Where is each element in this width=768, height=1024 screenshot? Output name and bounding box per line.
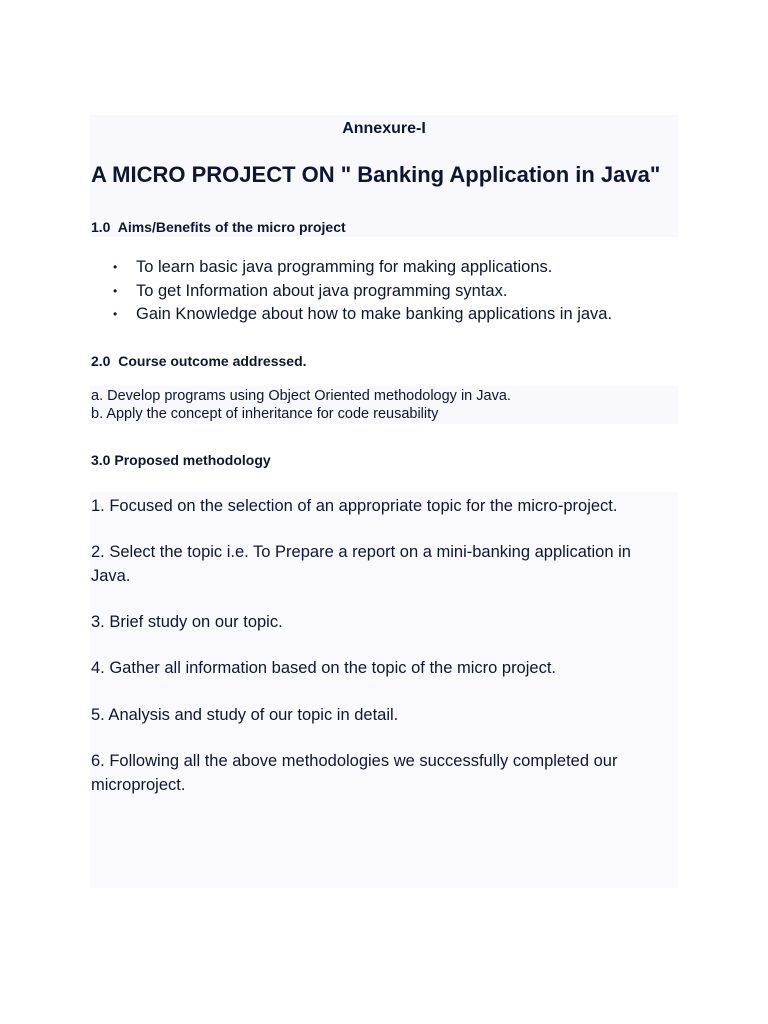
page-title: A MICRO PROJECT ON " Banking Application in Java" — [91, 162, 661, 187]
outcome-item: b. Apply the concept of inheritance for code reusability — [91, 406, 439, 422]
aims-heading: 1.0 Aims/Benefits of the micro project — [91, 219, 346, 235]
bullet-icon: • — [113, 260, 118, 274]
aims-list — [91, 256, 671, 327]
aim-text: To get Information about java programming syntax. — [136, 281, 508, 300]
aim-text: To learn basic java programming for making applications. — [136, 258, 553, 276]
bullet-icon: • — [113, 283, 118, 298]
aim-text: Gain Knowledge about how to make banking applications in java. — [136, 305, 613, 323]
annexure-label: Annexure-I — [342, 120, 426, 137]
methodology-step: 1. Focused on the selection of an appropriate topic for the micro-project. — [91, 497, 618, 515]
methodology-heading: 3.0 Proposed methodology — [91, 452, 271, 468]
methodology-step: 2. Select the topic i.e. To Prepare a report on a mini-banking application in Java. — [91, 543, 631, 585]
list-item — [91, 256, 671, 280]
methodology-step: 6. Following all the above methodologies we successfully completed our microproject. — [91, 752, 618, 794]
bullet-icon: • — [113, 307, 118, 321]
methodology-step: 3. Brief study on our topic. — [91, 613, 283, 631]
outcomes-heading: 2.0 Course outcome addressed. — [91, 353, 307, 369]
outcome-item: a. Develop programs using Object Oriented methodology in Java. — [91, 388, 511, 404]
list-item — [91, 280, 671, 304]
methodology-step: 5. Analysis and study of our topic in detail. — [91, 706, 399, 724]
methodology-step: 4. Gather all information based on the topic of the micro project. — [91, 659, 556, 677]
list-item — [91, 303, 671, 327]
